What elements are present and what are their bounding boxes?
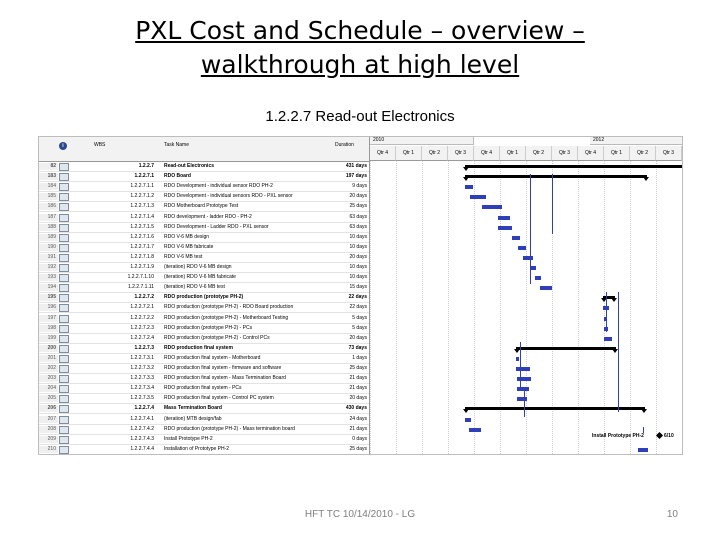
- task-bar[interactable]: [465, 185, 473, 189]
- slide-subtitle: 1.2.2.7 Read-out Electronics: [265, 108, 455, 125]
- task-notes-icon: [59, 426, 69, 434]
- task-bar[interactable]: [517, 397, 527, 401]
- row-id: 202: [39, 365, 58, 372]
- row-task-name: RDO Development - Ladder RDO - PXL sensor: [164, 223, 269, 230]
- table-row[interactable]: [39, 344, 369, 354]
- row-id: 185: [39, 193, 58, 200]
- table-row[interactable]: [39, 314, 369, 324]
- row-wbs: 1.2.2.7.1.6: [130, 233, 154, 240]
- row-duration: 9 days: [352, 183, 367, 190]
- row-id: 200: [39, 345, 58, 352]
- row-duration: 73 days: [348, 344, 367, 351]
- task-notes-icon: [59, 385, 69, 393]
- row-id: 189: [39, 234, 58, 241]
- table-row[interactable]: [39, 233, 369, 243]
- row-wbs: 1.2.2.7.1.3: [130, 203, 154, 210]
- task-notes-icon: [59, 244, 69, 252]
- year-header: 2012: [590, 137, 683, 145]
- row-task-name: Read-out Electronics: [164, 163, 215, 169]
- row-task-name: RDO production final system - PCs: [164, 385, 242, 392]
- table-row[interactable]: [39, 374, 369, 384]
- summary-bar[interactable]: [465, 165, 683, 168]
- row-task-name: (iteration) RDO V-6 MB fabricate: [164, 274, 236, 281]
- wbs-column-header[interactable]: WBS: [94, 142, 106, 148]
- summary-bar[interactable]: [603, 296, 615, 299]
- row-id: 208: [39, 426, 58, 433]
- table-row[interactable]: [39, 263, 369, 273]
- row-wbs: 1.2.2.7.1.11: [127, 284, 154, 291]
- title-line-1: PXL Cost and Schedule – overview –: [135, 16, 585, 45]
- task-notes-icon: [59, 274, 69, 282]
- quarter-gridline: [370, 161, 371, 454]
- row-task-name: (iteration) RDO V-6 MB test: [164, 284, 225, 291]
- quarter-header: Qtr 3: [448, 146, 474, 161]
- row-id: 197: [39, 315, 58, 322]
- row-wbs: 1.2.2.7.1.8: [130, 253, 154, 260]
- task-bar[interactable]: [469, 428, 481, 432]
- task-notes-icon: [59, 405, 69, 413]
- quarter-gridline: [422, 161, 423, 454]
- quarter-header: Qtr 1: [500, 146, 526, 161]
- row-duration: 10 days: [349, 243, 367, 250]
- row-id: 201: [39, 355, 58, 362]
- table-row[interactable]: [39, 182, 369, 192]
- duration-column-header[interactable]: Duration: [335, 142, 354, 148]
- table-row[interactable]: [39, 192, 369, 202]
- task-notes-icon: [59, 315, 69, 323]
- table-row[interactable]: [39, 162, 369, 172]
- row-wbs: 1.2.2.7.2.4: [130, 334, 154, 341]
- row-wbs: 1.2.2.7.1.4: [130, 213, 154, 220]
- task-notes-icon: [59, 173, 69, 181]
- task-bar[interactable]: [638, 448, 648, 452]
- row-task-name: Install Prototype PH-2: [164, 435, 213, 442]
- row-wbs: 1.2.2.7.2.3: [130, 324, 154, 331]
- year-header: 2010: [370, 137, 474, 145]
- row-wbs: 1.2.2.7.1.9: [130, 264, 154, 270]
- row-duration: 10 days: [349, 233, 367, 240]
- row-task-name: RDO production final system - Mass Termination Board: [164, 375, 286, 382]
- row-task-name: RDO production (prototype PH-2) - PCs: [164, 324, 253, 331]
- task-notes-icon: [59, 254, 69, 262]
- table-row[interactable]: [39, 303, 369, 313]
- row-id: 82: [39, 163, 58, 170]
- row-wbs: 1.2.2.7.4.1: [130, 415, 154, 422]
- table-row[interactable]: [39, 435, 369, 445]
- row-task-name: RDO production (prototype PH-2) - Control PCs: [164, 334, 270, 341]
- task-notes-icon: [59, 163, 69, 171]
- row-wbs: 1.2.2.7.3.5: [130, 395, 154, 402]
- row-id: 194: [39, 284, 58, 291]
- row-task-name: RDO V-6 MB test: [164, 253, 203, 260]
- task-notes-icon: [59, 416, 69, 424]
- quarter-gridline: [656, 161, 657, 454]
- table-row[interactable]: [39, 354, 369, 364]
- row-id: 192: [39, 264, 58, 271]
- row-wbs: 1.2.2.7.1.10: [127, 274, 154, 281]
- task-notes-icon: [59, 345, 69, 353]
- row-id: 199: [39, 335, 58, 342]
- quarter-header: Qtr 3: [552, 146, 578, 161]
- row-wbs: 1.2.2.7.1.5: [130, 223, 154, 230]
- row-duration: 20 days: [349, 334, 367, 341]
- row-task-name: RDO Board: [164, 173, 191, 180]
- row-id: 205: [39, 395, 58, 402]
- summary-bar[interactable]: [516, 347, 616, 350]
- task-bar[interactable]: [498, 216, 510, 220]
- row-wbs: 1.2.2.7.1.2: [130, 193, 154, 200]
- dependency-link: [618, 292, 619, 412]
- row-id: 195: [39, 294, 58, 301]
- row-task-name: (iteration) RDO V-6 MB design: [164, 264, 232, 270]
- table-row[interactable]: [39, 223, 369, 233]
- row-duration: 22 days: [348, 294, 367, 301]
- quarter-header: Qtr 4: [370, 146, 396, 161]
- quarter-header: Qtr 4: [578, 146, 604, 161]
- row-wbs: 1.2.2.7.4.2: [130, 425, 154, 432]
- row-wbs: 1.2.2.7.2.1: [130, 304, 154, 311]
- row-task-name: RDO production final system: [164, 344, 233, 351]
- row-id: 196: [39, 304, 58, 311]
- task-name-column-header[interactable]: Task Name: [164, 142, 190, 148]
- row-duration: 197 days: [345, 173, 367, 180]
- row-task-name: RDO production (prototype PH-2) - RDO Board production: [164, 304, 294, 311]
- row-duration: 25 days: [349, 203, 367, 210]
- task-notes-icon: [59, 325, 69, 333]
- row-duration: 25 days: [349, 445, 367, 452]
- table-row[interactable]: [39, 283, 369, 293]
- row-duration: 20 days: [349, 253, 367, 260]
- task-bar[interactable]: [535, 276, 541, 280]
- row-wbs: 1.2.2.7.2.2: [130, 314, 154, 321]
- row-task-name: RDO production final system - Motherboard: [164, 354, 261, 361]
- row-wbs: 1.2.2.7.4.3: [130, 435, 154, 442]
- row-duration: 15 days: [349, 284, 367, 291]
- task-notes-icon: [59, 335, 69, 343]
- task-bar[interactable]: [540, 286, 552, 290]
- row-duration: 20 days: [349, 193, 367, 200]
- task-bar[interactable]: [498, 226, 512, 230]
- row-duration: 10 days: [349, 264, 367, 270]
- row-task-name: RDO Development - individual sensor RDO PH-2: [164, 183, 273, 190]
- task-bar[interactable]: [517, 387, 529, 391]
- task-notes-icon: [59, 395, 69, 403]
- row-task-name: RDO production (prototype PH-2) - Motherboard Testing: [164, 314, 289, 321]
- row-id: 207: [39, 416, 58, 423]
- task-notes-icon: [59, 224, 69, 232]
- row-wbs: 1.2.2.7.3.4: [130, 385, 154, 392]
- quarter-header: Qtr 1: [396, 146, 422, 161]
- table-row[interactable]: [39, 445, 369, 455]
- task-notes-icon: [59, 264, 69, 272]
- row-wbs: 1.2.2.7.3: [134, 344, 154, 351]
- quarter-header: Qtr 2: [422, 146, 448, 161]
- row-duration: 0 days: [352, 435, 367, 442]
- row-id: 203: [39, 375, 58, 382]
- info-column-icon[interactable]: i: [59, 142, 67, 150]
- row-duration: 63 days: [349, 223, 367, 230]
- quarter-gridline: [396, 161, 397, 454]
- row-task-name: RDO production final system - Control PC system: [164, 395, 274, 402]
- task-notes-icon: [59, 365, 69, 373]
- quarter-header: Qtr 2: [630, 146, 656, 161]
- task-notes-icon: [59, 234, 69, 242]
- table-row[interactable]: [39, 243, 369, 253]
- task-bar[interactable]: [604, 337, 612, 341]
- table-row[interactable]: [39, 273, 369, 283]
- task-notes-icon: [59, 436, 69, 444]
- row-wbs: 1.2.2.7.1.1: [130, 183, 154, 190]
- task-notes-icon: [59, 375, 69, 383]
- row-task-name: RDO production (prototype PH-2) - Mass termination board: [164, 425, 295, 432]
- task-notes-icon: [59, 294, 69, 302]
- row-id: 186: [39, 203, 58, 210]
- row-task-name: Mass Termination Board: [164, 405, 222, 412]
- row-duration: 25 days: [349, 365, 367, 371]
- task-bar[interactable]: [465, 418, 471, 422]
- row-wbs: 1.2.2.7.3.1: [130, 354, 154, 361]
- row-id: 184: [39, 183, 58, 190]
- task-notes-icon: [59, 193, 69, 201]
- row-duration: 5 days: [352, 314, 367, 321]
- row-id: 210: [39, 446, 58, 453]
- row-id: 206: [39, 405, 58, 412]
- row-wbs: 1.2.2.7.1: [134, 173, 154, 180]
- task-bar[interactable]: [512, 236, 520, 240]
- row-task-name: RDO production final system - firmware and software: [164, 365, 282, 371]
- task-bar[interactable]: [523, 256, 533, 260]
- row-duration: 21 days: [349, 385, 367, 392]
- table-header: [39, 137, 369, 162]
- title-line-2: walkthrough at high level: [200, 50, 520, 79]
- task-notes-icon: [59, 355, 69, 363]
- task-notes-icon: [59, 183, 69, 191]
- row-id: 188: [39, 224, 58, 231]
- row-id: 190: [39, 244, 58, 251]
- dependency-link: [606, 292, 607, 332]
- row-duration: 22 days: [349, 304, 367, 311]
- summary-bar[interactable]: [465, 175, 647, 178]
- timeline-chart: [370, 137, 682, 454]
- row-task-name: Installation of Prototype PH-2: [164, 445, 230, 452]
- task-bar[interactable]: [482, 205, 502, 209]
- quarter-header: Qtr 1: [604, 146, 630, 161]
- table-row[interactable]: [39, 324, 369, 334]
- row-wbs: 1.2.2.7.3.3: [130, 375, 154, 382]
- task-notes-icon: [59, 284, 69, 292]
- row-task-name: (iteration) MTB design/fab: [164, 415, 222, 422]
- row-duration: 1 days: [352, 354, 367, 361]
- task-table: [39, 137, 370, 454]
- task-bar[interactable]: [516, 367, 530, 371]
- footer-text: HFT TC 10/14/2010 - LG: [304, 509, 416, 520]
- row-wbs: 1.2.2.7.4: [134, 405, 154, 412]
- gantt-chart-screenshot: [38, 136, 683, 455]
- milestone-date: 6/10: [664, 433, 674, 439]
- row-duration: 431 days: [345, 163, 367, 169]
- task-notes-icon: [59, 446, 69, 454]
- quarter-gridline: [448, 161, 449, 454]
- quarter-header: Qtr 4: [474, 146, 500, 161]
- row-duration: 63 days: [349, 213, 367, 220]
- row-duration: 24 days: [349, 415, 367, 422]
- row-task-name: RDO production (prototype PH-2): [164, 294, 244, 301]
- row-wbs: 1.2.2.7.3.2: [130, 365, 154, 371]
- table-row[interactable]: [39, 202, 369, 212]
- milestone-label: Install Prototype PH-2: [592, 433, 644, 439]
- dependency-link: [524, 387, 525, 417]
- quarter-header: Qtr 3: [656, 146, 682, 161]
- row-id: 183: [39, 173, 58, 180]
- table-row[interactable]: [39, 425, 369, 435]
- task-bar[interactable]: [518, 246, 526, 250]
- table-row[interactable]: [39, 394, 369, 404]
- table-row[interactable]: [39, 404, 369, 414]
- task-notes-icon: [59, 304, 69, 312]
- row-duration: 21 days: [349, 425, 367, 432]
- row-duration: 5 days: [352, 324, 367, 331]
- row-id: 209: [39, 436, 58, 443]
- dependency-link: [530, 174, 531, 284]
- table-row[interactable]: [39, 364, 369, 374]
- row-duration: 10 days: [349, 274, 367, 281]
- dependency-link: [520, 342, 521, 387]
- row-id: 187: [39, 214, 58, 221]
- table-row[interactable]: [39, 293, 369, 303]
- row-task-name: RDO V-6 MB fabricate: [164, 243, 214, 250]
- row-wbs: 1.2.2.7: [138, 163, 154, 169]
- task-notes-icon: [59, 214, 69, 222]
- page-number: 10: [666, 509, 678, 520]
- table-row[interactable]: [39, 334, 369, 344]
- dependency-link: [552, 174, 553, 234]
- table-row[interactable]: [39, 415, 369, 425]
- row-id: 198: [39, 325, 58, 332]
- row-task-name: RDO V-6 MB design: [164, 233, 210, 240]
- table-row[interactable]: [39, 172, 369, 182]
- quarter-header: Qtr 2: [526, 146, 552, 161]
- task-bar[interactable]: [516, 357, 519, 361]
- row-task-name: RDO Development - individual sensors RDO - PXL sensor: [164, 193, 293, 200]
- slide-title: [0, 14, 720, 82]
- row-wbs: 1.2.2.7.2: [134, 294, 154, 301]
- table-row[interactable]: [39, 213, 369, 223]
- row-duration: 430 days: [345, 405, 367, 412]
- row-id: 191: [39, 254, 58, 261]
- row-task-name: RDO Motherboard Prototype Test: [164, 203, 239, 210]
- task-bar[interactable]: [470, 195, 486, 199]
- row-id: 193: [39, 274, 58, 281]
- row-wbs: 1.2.2.7.4.4: [130, 445, 154, 452]
- table-row[interactable]: [39, 253, 369, 263]
- row-task-name: RDO development - ladder RDO - PH-2: [164, 213, 252, 220]
- row-duration: 21 days: [349, 375, 367, 382]
- row-wbs: 1.2.2.7.1.7: [130, 243, 154, 250]
- milestone-diamond[interactable]: [656, 432, 663, 439]
- task-notes-icon: [59, 203, 69, 211]
- table-row[interactable]: [39, 384, 369, 394]
- row-id: 204: [39, 385, 58, 392]
- row-duration: 20 days: [349, 395, 367, 402]
